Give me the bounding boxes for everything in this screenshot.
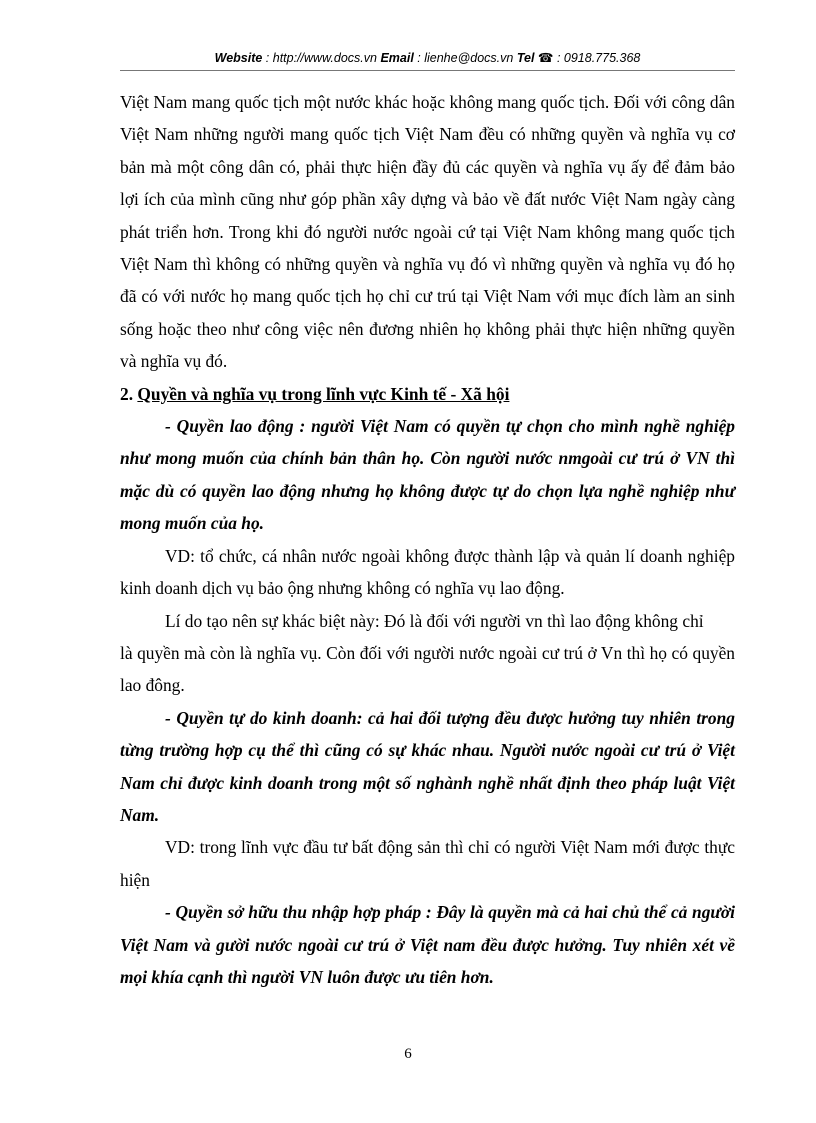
paragraph-citizenship: Việt Nam mang quốc tịch một nước khác hoặc không mang quốc tịch. Đối với công dân Việt Nam những người mang quốc tịch Việt Nam đều có những quyền và nghĩa vụ cơ bản mà một công dân có, phải thực hiện đầy đủ các quyền và nghĩa vụ ấy để đảm bảo lợi ích của mình cũng như góp phần xây dựng và bảo về đất nước Việt Nam ngày càng phát triển hơn. Trong khi đó người nước ngoài cứ tại Việt Nam không mang quốc tịch Việt Nam thì không có những quyền và nghĩa vụ đó vì những quyền và nghĩa vụ đó họ đã có với nước họ mang quốc tịch họ chỉ cư trú tại Việt Nam với mục đích làm an sinh sống hoặc theo như công việc nên đương nhiên họ không phải thực hiện những quyền và nghĩa vụ đó. <box>120 92 735 372</box>
paragraph-business-right: - Quyền tự do kinh doanh: cả hai đối tượng đều được hưởng tuy nhiên trong từng trường hợp cụ thể thì cũng có sự khác nhau. Người nước ngoài cư trú ở Việt Nam chỉ được kinh doanh trong một số nghành nghề nhất định theo pháp luật Việt Nam. <box>120 707 735 825</box>
email-label: Email <box>380 51 414 65</box>
paragraph-reason-rest: là quyền mà còn là nghĩa vụ. Còn đối với người nước ngoài cư trú ở Vn thì họ có quyền lao đông. <box>120 642 735 696</box>
paragraph-income-right: - Quyền sở hữu thu nhập hợp pháp : Đây là quyền mà cả hai chủ thể cả người Việt Nam và gười nước ngoài cư trú ở Việt nam đều được hưởng. Tuy nhiên xét về mọi khía cạnh thì người VN luôn được ưu tiên hơn. <box>120 902 735 987</box>
section-heading <box>120 378 735 410</box>
header-divider <box>120 70 735 71</box>
section-number: 2. <box>120 383 138 404</box>
website-value: : http://www.docs.vn <box>262 51 381 65</box>
paragraph-business-example: VD: trong lĩnh vực đầu tư bất động sản thì chỉ có người Việt Nam mới được thực hiện <box>120 837 735 890</box>
tel-label: Tel <box>516 51 535 65</box>
paragraph-labor-example: VD: tổ chức, cá nhân nước ngoài không được thành lập và quản lí doanh nghiệp kinh doanh dịch vụ bảo ộng nhưng không có nghĩa vụ lao động. <box>120 545 735 599</box>
email-value: : lienhe@docs.vn <box>413 51 517 65</box>
page-header <box>120 50 735 65</box>
page-number: 6 <box>404 1046 412 1062</box>
tel-value: ☎ : 0918.775.368 <box>534 51 641 65</box>
paragraph-reason-line: Lí do tạo nên sự khác biệt này: Đó là đối với người vn thì lao động không chỉ <box>165 610 704 631</box>
website-label: Website <box>214 51 263 65</box>
document-body <box>120 86 735 993</box>
paragraph-labor-right: - Quyền lao động : người Việt Nam có quyền tự chọn cho mình nghề nghiệp như mong muốn của chính bản thân họ. Còn người nước nmgoài cư trú ở VN thì mặc dù có quyền lao động nhưng họ không được tự do chọn lựa nghề nghiệp như mong muốn của họ. <box>120 416 735 534</box>
section-title: Quyền và nghĩa vụ trong lĩnh vực Kinh tế - Xã hội <box>137 383 510 404</box>
